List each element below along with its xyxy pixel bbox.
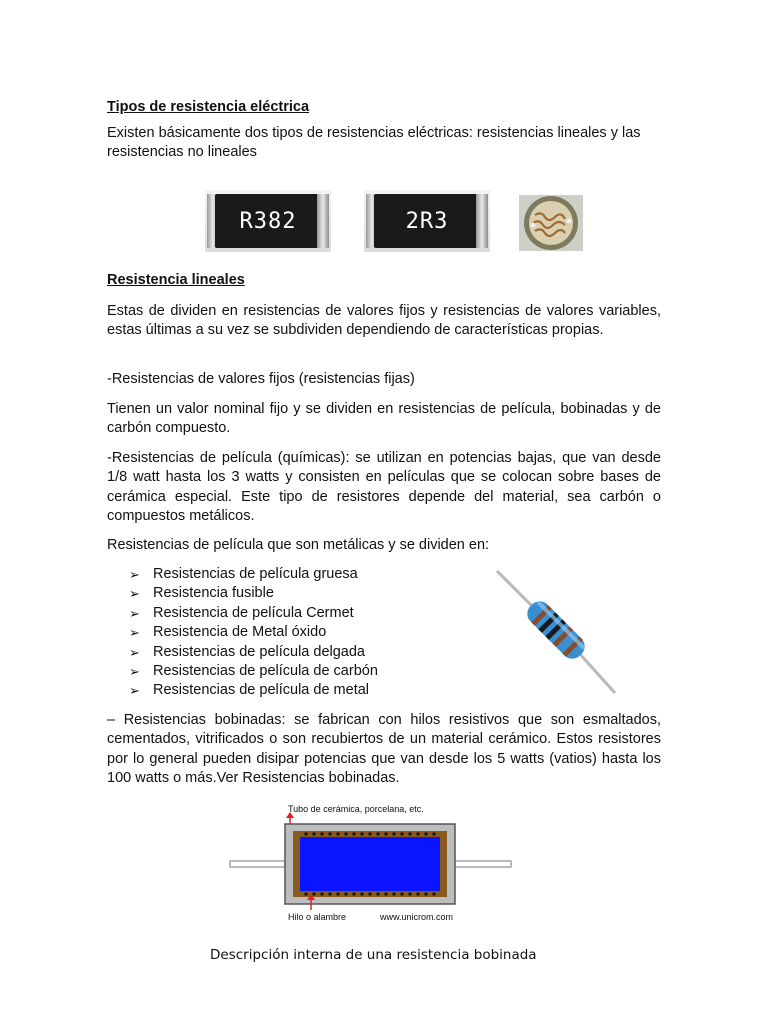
axial-resistor-icon (493, 567, 619, 697)
list-item: ➢ Resistencia de Metal óxido (129, 623, 378, 642)
arrow-bullet-icon: ➢ (129, 625, 140, 641)
smd-resistor-r382-image (205, 190, 331, 252)
smd-resistor-2r3-image (364, 190, 490, 252)
arrow-bullet-icon: ➢ (129, 586, 140, 602)
paragraph-fijos: -Resistencias de valores fijos (resistencias fijas) (107, 371, 415, 387)
arrow-bullet-icon: ➢ (129, 644, 140, 660)
list-item: ➢ Resistencias de película gruesa (129, 565, 378, 584)
list-item: ➢ Resistencias de película delgada (129, 643, 378, 662)
list-item: ➢ Resistencia de película Cermet (129, 604, 378, 623)
list-item: ➢ Resistencias de película de carbón (129, 662, 378, 681)
arrow-bullet-icon: ➢ (129, 567, 140, 582)
paragraph-nominal: Tienen un valor nominal fijo y se dividen en resistencias de película, bobinadas y de carbón compuesto. (107, 401, 661, 437)
paragraph-valores: Estas de dividen en resistencias de valores fijos y resistencias de valores variables, estas últimas a su vez se subdividen dependiendo de características propias. (107, 303, 661, 339)
photoresistor-icon (519, 195, 583, 251)
arrow-bullet-icon: ➢ (129, 683, 140, 699)
intro-paragraph: Existen básicamente dos tipos de resistencias eléctricas: resistencias lineales y las resistencias no lineales (107, 125, 641, 161)
arrow-bullet-icon: ➢ (129, 605, 140, 621)
film-resistor-list (129, 565, 378, 701)
paragraph-metalicas: Resistencias de película que son metálicas y se dividen en: (107, 537, 490, 553)
chip-code: 2R3 (405, 208, 449, 234)
list-item: ➢ Resistencia fusible (129, 584, 378, 603)
diagram-label-source: www.unicrom.com (380, 912, 454, 922)
chip-code: R382 (239, 208, 297, 234)
section-heading-lineales: Resistencia lineales (107, 272, 245, 288)
paragraph-pelicula: -Resistencias de película (químicas): se utilizan en potencias bajas, que van desde 1/8 watt hasta los 3 watts y consisten en películas que se colocan sobre bases de cerámica especial. Este tipo de resistores depende del material, sea carbón o compuestos metálicos. (107, 450, 661, 524)
diagram-label-tube: Tubo de cerámica, porcelana, etc. (288, 804, 424, 814)
list-item: ➢ Resistencias de película de metal (129, 681, 378, 700)
diagram-caption: Descripción interna de una resistencia bobinada (210, 947, 537, 963)
paragraph-bobinadas: – Resistencias bobinadas: se fabrican con hilos resistivos que son esmaltados, cementados, vitrificados o son recubiertos de un material cerámico. Estos resistores por lo general pueden disipar potencias que van desde los 5 watts (vatios) hasta los 100 watts o más.Ver Resistencias bobinadas. (107, 712, 661, 786)
arrow-bullet-icon: ➢ (129, 664, 140, 680)
section-heading-tipos: Tipos de resistencia eléctrica (107, 99, 310, 115)
diagram-label-wire: Hilo o alambre (288, 912, 347, 922)
wirewound-diagram (228, 812, 518, 916)
